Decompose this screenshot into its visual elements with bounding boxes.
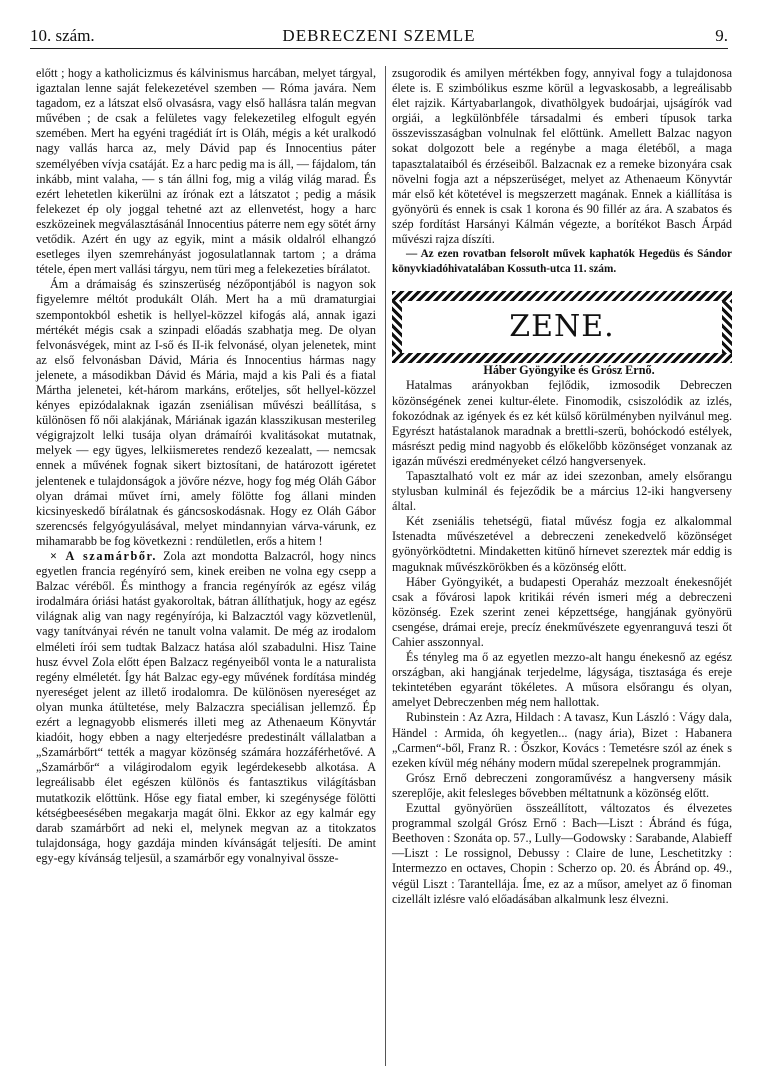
paragraph: Két zseniális tehetségü, fiatal művész fogja ez alkalommal Istenadta művészetével a debreczeni zenekedvelő közönséget gyönyörködtetni. Mindaketten kitünő hírnevet szereztek már eddig is maguknak művészkörökben és a közönség előtt. — [392, 514, 732, 574]
issue-number: 10. szám. — [30, 26, 95, 45]
banner-body — [392, 301, 732, 353]
journal-title: DEBRECZENI SZEMLE — [282, 26, 476, 45]
page-number: 9. — [715, 26, 728, 45]
right-column — [392, 66, 732, 907]
banner-border-left — [392, 301, 402, 353]
paragraph: Ezuttal gyönyörüen összeállított, változatos és élvezetes programmal szolgál Grósz Ernő : Bach—Liszt : Ábránd és fúga, Beethoven : Szonáta op. 57., Lully—Godowsky : Sarabande, Alabieff—Liszt : Le rossignol, Debussy : Claire de lune, Leschetitzky : Intermezzo en octaves, Chopin : Scherzo op. 20. és Ábránd op. 49., végül Liszt : Tarantellája. Íme, ez az a műsor, amelyet az ő finoman cizellált izlésre való előadásában alkalmunk lesz élvezni. — [392, 801, 732, 906]
paragraph: Ám a drámaiság és szinszerüség nézőpontjából is nagyon sok figyelemre méltót produkált Oláh. Mert ha a mü dramaturgiai szempontokból eshetik is hellyel-közzel kifogás alá, annak igazi mértékét mégis csak a szinpadi előadás szabhatja meg. De olyan felvonásvégek, mint az I-ső és II-ik felvonásé, olyan jelenetek, mint az első felvonásban Dávid, Mária és Innocentius hármas nagy jelenete, a másodikban Dávid és Mária, majd a kis Pali és a fiatal Mártha jelenetei, két-három markáns, erőteljes, sőt hellyel-közzel kényes epizódalaknak igazán zseniálisan művészi beállítása, s különösen fő női alakjának, Máriának igazán klasszikusan mesterileg végigrajzolt lelki tusája olyan drámaírói kvalitásokat mutatnak, melyek — egy ügyes, lelkiismeretes rendező kezealatt, — nemcsak ennek a művének fognak sikert biztosítani, de határozott igéretet jelentenek e tulajdonságok a jövőre nézve, hogy fog még Oláh Gábor olyan drámai művet írni, amely fölötte fog állani minden kicsinyeskedő bírálatnak és gáncsoskodásnak. Hogy ez Oláh Gábor szerencsés felgyógyulásával, melyet mindannyian várva-várunk, ez mihamarabb be fog következni : rendületlen, erős a hitem ! — [36, 277, 376, 548]
paragraph: előtt ; hogy a katholicizmus és kálvinismus harcában, melyet tárgyal, igaztalan lenne saját felekezetével szemben — Róma javára. Nem tagadom, ez a látszat első olvasásra, vagy első hallásra talán megvan művében ; de csak a felületes vagy felekezetileg elfogult egyén szemében. Mert ha egyéni tragédiát írt is Oláh, mégis a két uralkodó nagy vallás harca az, mely Dávid pap és Innocentius páter személyében vívja csatáját. Ez a harc pedig ma is áll, — fájdalom, tán inkább, mint valaha, — s tán állni fog, mig a világ világ marad. És ezért lehetetlen kikerülni az írónak ezt a látszatot ; pedig a másik felekezet ép oly joggal tehetné azt az ellenvetést, hogy a harc eszközeinek megválasztásánál Innocentius páterre nem egy sötét árny vetődik. Azért én ugy az egyik, mint a másik oldalról elhangzó esetleges ilyen szemrehányást jogosulatlannak tartom ; a dráma tétele, épen mert vallási tárgyu, nem türi meg a felekezeties bírálatot. — [36, 66, 376, 277]
banner-border-bottom — [392, 353, 732, 363]
paragraph: És tényleg ma ő az egyetlen mezzo-alt hangu énekesnő az egész országban, aki hangjának terjedelme, lágysága, tisztasága és ereje tekintetében egyaránt tökéletes. A műsora elsőrangu és olyan, amelyet Debreczenben még nem hallottak. — [392, 650, 732, 710]
paragraph: Háber Gyöngyikét, a budapesti Operaház mezzoalt énekesnőjét csak a fővárosi lapok kritikái révén ismeri még a debreczeni közönség. Ezek szerint zenei képzettsége, hangjának gyönyörü csengése, drámai ereje, precíz énekművészete egyenranguvá teszi őt Cahier asszonnyal. — [392, 574, 732, 649]
review-text: Zola azt mondotta Balzacról, hogy nincs egyetlen francia regényíró sem, kinek ereiben ne volna egy csepp a Balzac véréből. És minthogy a francia regényírók az egész világ irodalmára óriási hatást gyakoroltak, bátran állíthatjuk, hogy az egész világnak alig van nagy regényírója, ki Balzacztól vagy közvetlenül, vagy tanítványai révén ne tanult volna valamit. De még az irodalom elméleti írói sem tudtak Balzacz hatása alól szabadulni. Hisz Taine husz évvel Zola előtt épen Balzacz regényeiből vonta le a naturalista regény elméletét. Így hát Balzac egy-egy művének fordítása mindég nyereséget jelent az illető irodalomra. De különösen nyereséget az olyan munka átültetése, mely Balzaczra speciálisan jellemző. Ép ezért a legnagyobb elismerés illeti meg az Athenaeum Könyvtár kiadóit, hogy ebben a nagy elterjedésre predestinált vállalatban a „Szamárbőrt“ tették a magyar közönség számára hozzáférhetővé. A „Szamárbőr“ a világirodalom egyik legérdekesebb alkotása. A legreálisabb élet egészen különös és fantasztikus világításban mutatkozik előttünk. Hőse egy fiatal ember, ki szegénysége fölötti kétségbeesésében megakarja magát ölni. Ekkor az egy kalmár egy darab szamárbőrt ad neki el, melynek megvan az a titokzatos tulajdonsága, hogy gazdája minden kívánságát teljesíti. De amint egy-egy kívánság teljesül, a szamárbőr egy vonalnyival össze- — [36, 549, 376, 865]
bookshop-note: — Az ezen rovatban felsorolt művek kaphatók Hegedüs és Sándor könyvkiadóhivatalában Kossuth-utca 11. szám. — [392, 248, 732, 276]
article-title: Háber Gyöngyike és Grósz Ernő. — [483, 363, 655, 378]
banner-border-top — [392, 291, 732, 301]
paragraph: Tapasztalható volt ez már az idei szezonban, amely elsőrangu stylusban kulminál és fejeződik be a március 12-iki hangverseny által. — [392, 468, 732, 514]
paragraph: Grósz Ernő debreczeni zongoraművész a hangverseny másik szereplője, akit felesleges bővebben méltatnunk a közönség előtt. — [392, 770, 732, 800]
section-title: ZENE. — [509, 309, 615, 345]
program-list: Rubinstein : Az Azra, Hildach : A tavasz, Kun László : Vágy dala, Händel : Armida, óh kegyetlen... (nagy ária), Bizet : Habanera „Carmen“-ből, Franz R. : Őszkor, Kovács : Temetésre szól az ének s ezeken kívül még néhány modern műdal szerepelnek programmján. — [392, 710, 732, 770]
review-title: × A szamárbőr. — [50, 549, 158, 563]
banner-border-right — [722, 301, 732, 353]
paragraph — [36, 549, 376, 866]
left-column — [36, 66, 376, 866]
page-header — [30, 22, 728, 49]
paragraph: zsugorodik és amilyen mértékben fogy, annyival fogy a tulajdonosa élete is. E szimbólikus eszme körül a legvaskosabb, a legreálisabb élet rajzik. Kártyabarlangok, divathölgyek budoárjai, ujságírók vad orgiái, a legkülönbféle társadalmi és emberi típusok tarka összevisszaságban volnulnak fel előttünk. Amellett Balzac nagyon sokat dolgozott bele a regénybe a maga életéből, a maga tapasztalataiból és érzéseiből. Balzacnak ez a remeke bizonyára csak növelni fogja azt a népszerüséget, melyet az Athenaeum Könyvtár már első két kötetével is megszerzett magának. Ennek a kiállítása is gyönyörü és ennek is csak 1 korona és 90 fillér az ára. A szabatos és szép fordítást Harsányi Kálmán végezte, a borítékot Basch Árpád művészi rajza díszíti. — [392, 66, 732, 247]
column-divider — [385, 66, 386, 1066]
section-banner — [392, 291, 732, 363]
paragraph: Hatalmas arányokban fejlődik, izmosodik Debreczen közönségének zenei kultur-élete. Finomodik, csiszolódik az izlés, fokozódnak az igények és ez két külső körülményben nyilvánul meg. Egyrészt hatástalanok maradnak a brettli-szerü, bohóckodó estélyek, másrészt pedig mind nagyobb és előkelőbb közönséget vonzanak az igazán művészi eredményeket célzó hangversenyek. — [392, 378, 732, 468]
